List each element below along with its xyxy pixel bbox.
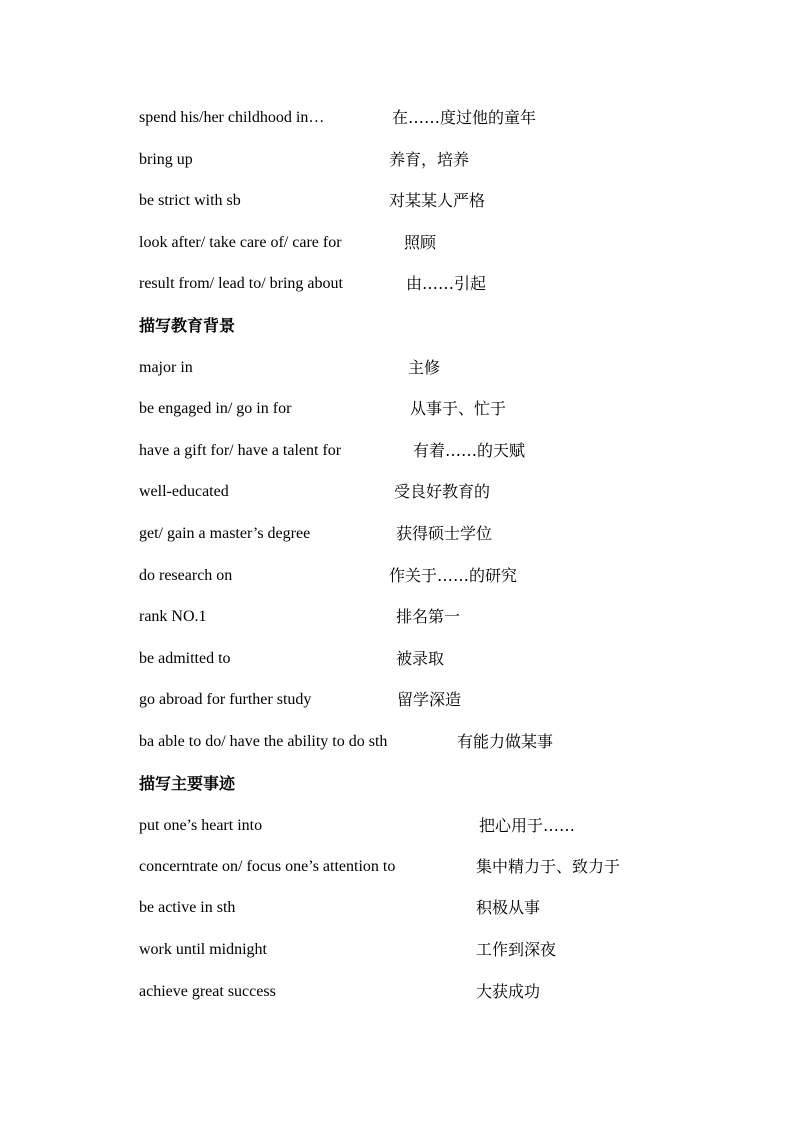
vocab-row <box>0 523 794 551</box>
chinese-meaning: 对某某人严格 <box>389 191 486 210</box>
english-phrase: spend his/her childhood in… <box>139 109 325 126</box>
english-phrase: major in <box>139 359 193 376</box>
chinese-meaning: 集中精力于、致力于 <box>476 857 621 876</box>
chinese-meaning: 获得硕士学位 <box>396 524 493 543</box>
english-phrase: be active in sth <box>139 899 236 916</box>
chinese-meaning: 有着……的天赋 <box>413 441 526 460</box>
chinese-meaning: 由……引起 <box>406 274 487 293</box>
vocab-row <box>0 481 794 509</box>
vocab-row <box>0 107 794 135</box>
english-phrase: result from/ lead to/ bring about <box>139 275 343 292</box>
english-phrase: achieve great success <box>139 983 276 1000</box>
vocab-row <box>0 190 794 218</box>
vocab-row <box>0 440 794 468</box>
english-phrase: get/ gain a master’s degree <box>139 525 311 542</box>
chinese-meaning: 积极从事 <box>476 898 541 917</box>
vocab-row <box>0 357 794 385</box>
chinese-meaning: 在……度过他的童年 <box>392 108 537 127</box>
vocab-row <box>0 981 794 1009</box>
english-phrase: be admitted to <box>139 650 231 667</box>
english-phrase: work until midnight <box>139 941 267 958</box>
vocab-row <box>0 939 794 967</box>
chinese-meaning: 有能力做某事 <box>457 732 554 751</box>
vocab-row <box>0 398 794 426</box>
chinese-meaning: 排名第一 <box>396 607 461 626</box>
chinese-meaning: 照顾 <box>404 233 437 252</box>
chinese-meaning: 受良好教育的 <box>394 482 491 501</box>
chinese-meaning: 大获成功 <box>476 982 541 1001</box>
english-phrase: look after/ take care of/ care for <box>139 234 342 251</box>
chinese-meaning: 养育，培养 <box>389 150 470 169</box>
chinese-meaning: 把心用于…… <box>479 816 576 835</box>
english-phrase: ba able to do/ have the ability to do sth <box>139 733 388 750</box>
english-phrase: do research on <box>139 567 233 584</box>
vocab-row <box>0 689 794 717</box>
chinese-meaning: 留学深造 <box>397 690 462 709</box>
vocab-row <box>0 856 794 884</box>
english-phrase: well-educated <box>139 483 229 500</box>
section-heading-achievements: 描写主要事迹 <box>139 774 236 793</box>
chinese-meaning: 主修 <box>408 358 441 377</box>
english-phrase: be strict with sb <box>139 192 241 209</box>
english-phrase: go abroad for further study <box>139 691 312 708</box>
vocab-row <box>0 273 794 301</box>
english-phrase: rank NO.1 <box>139 608 207 625</box>
english-phrase: bring up <box>139 151 193 168</box>
vocab-row <box>0 815 794 843</box>
english-phrase: be engaged in/ go in for <box>139 400 292 417</box>
english-phrase: concerntrate on/ focus one’s attention to <box>139 858 396 875</box>
section-heading-education: 描写教育背景 <box>139 316 236 335</box>
chinese-meaning: 作关于……的研究 <box>389 566 518 585</box>
vocab-row <box>0 648 794 676</box>
vocab-row <box>0 149 794 177</box>
vocab-row <box>0 606 794 634</box>
english-phrase: put one’s heart into <box>139 817 263 834</box>
chinese-meaning: 被录取 <box>396 649 445 668</box>
vocab-row <box>0 565 794 593</box>
vocab-row <box>0 232 794 260</box>
chinese-meaning: 从事于、忙于 <box>410 399 507 418</box>
chinese-meaning: 工作到深夜 <box>476 940 557 959</box>
english-phrase: have a gift for/ have a talent for <box>139 442 342 459</box>
vocab-row <box>0 731 794 759</box>
vocab-row <box>0 897 794 925</box>
